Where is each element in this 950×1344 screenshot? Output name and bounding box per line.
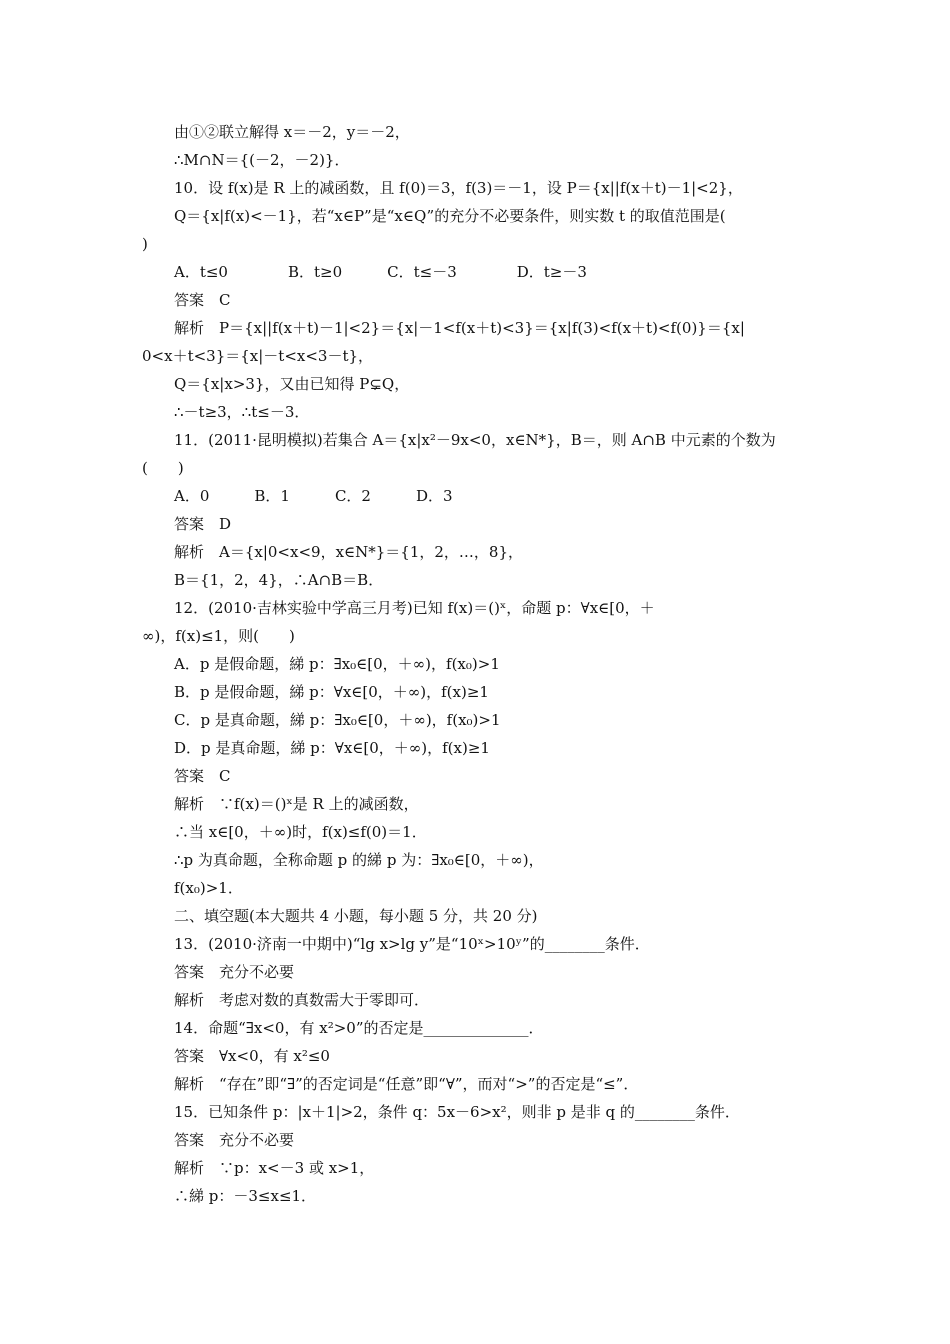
- text-line: 12．(2010·吉林实验中学高三月考)已知 f(x)＝()ˣ，命题 p：∀x∈[0，＋: [174, 599, 655, 617]
- text-line: f(x₀)>1．: [174, 879, 243, 897]
- text-line: 答案 充分不必要: [174, 1131, 295, 1149]
- text-line: 答案 ∀x<0，有 x²≤0: [174, 1047, 330, 1065]
- text-line: ∞)，f(x)≤1，则( ): [142, 627, 295, 645]
- text-line: 15．已知条件 p：|x＋1|>2，条件 q：5x－6>x²，则非 p 是非 q 的________条件．: [174, 1103, 740, 1121]
- text-line: 由①②联立解得 x＝－2，y＝－2，: [174, 123, 410, 141]
- text-line: ∴当 x∈[0，＋∞)时，f(x)≤f(0)＝1．: [174, 823, 427, 841]
- text-line: ( ): [142, 459, 184, 477]
- text-line: Q＝{x|f(x)<－1}，若“x∈P”是“x∈Q”的充分不必要条件，则实数 t 的取值范围是(: [174, 207, 726, 225]
- text-line: 答案 D: [174, 515, 232, 533]
- text-line: 答案 C: [174, 767, 231, 785]
- text-line: 10．设 f(x)是 R 上的减函数，且 f(0)＝3，f(3)＝－1，设 P＝{x||f(x＋t)－1|<2}，: [174, 179, 743, 197]
- text-line: B．p 是假命题，綈 p：∀x∈[0，＋∞)，f(x)≥1: [174, 683, 489, 701]
- text-line: 解析 考虑对数的真数需大于零即可．: [174, 991, 430, 1009]
- text-line: 解析 ∵f(x)＝()ˣ是 R 上的减函数，: [174, 795, 419, 813]
- text-line: 解析 ∵p：x<－3 或 x>1，: [174, 1159, 375, 1177]
- text-line: ∴p 为真命题，全称命题 p 的綈 p 为：∃x₀∈[0，＋∞)，: [174, 851, 544, 869]
- text-line: 13．(2010·济南一中期中)“lg x>lg y”是“10ˣ>10ʸ”的________条件．: [174, 935, 650, 953]
- text-line: 0<x＋t<3}＝{x|－t<x<3－t}，: [142, 347, 374, 365]
- text-line: C．p 是真命题，綈 p：∃x₀∈[0，＋∞)，f(x₀)>1: [174, 711, 501, 729]
- document-body: [0, 118, 950, 1210]
- text-line: 答案 C: [174, 291, 231, 309]
- text-line: 解析 A＝{x|0<x<9，x∈N*}＝{1，2，…，8}，: [174, 543, 524, 561]
- text-line: A．0 B．1 C．2 D．3: [174, 487, 453, 505]
- text-line: ): [142, 235, 148, 253]
- text-line: ∴－t≥3，∴t≤－3．: [174, 403, 310, 421]
- text-line: Q＝{x|x>3}，又由已知得 P⊊Q，: [174, 375, 410, 393]
- text-line: A．p 是假命题，綈 p：∃x₀∈[0，＋∞)，f(x₀)>1: [174, 655, 500, 673]
- text-line: ∴M∩N＝{(－2，－2)}．: [174, 151, 350, 169]
- text-line: 答案 充分不必要: [174, 963, 295, 981]
- text-line: 14．命题“∃x<0，有 x²>0”的否定是______________．: [174, 1019, 544, 1037]
- text-line: 解析 “存在”即“∃”的否定词是“任意”即“∀”，而对“>”的否定是“≤”．: [174, 1075, 639, 1093]
- text-line: 二、填空题(本大题共 4 小题，每小题 5 分，共 20 分): [174, 907, 538, 925]
- text-line: 11．(2011·昆明模拟)若集合 A＝{x|x²－9x<0，x∈N*}，B＝，则 A∩B 中元素的个数为: [174, 431, 776, 449]
- text-line: A．t≤0 B．t≥0 C．t≤－3 D．t≥－3: [174, 263, 587, 281]
- text-line: B＝{1，2，4}，∴A∩B＝B．: [174, 571, 384, 589]
- text-line: 解析 P＝{x||f(x＋t)－1|<2}＝{x|－1<f(x＋t)<3}＝{x|f(3)<f(x＋t)<f(0)}＝{x|: [174, 319, 745, 337]
- text-line: D．p 是真命题，綈 p：∀x∈[0，＋∞)，f(x)≥1: [174, 739, 490, 757]
- text-line: ∴綈 p：－3≤x≤1．: [174, 1187, 317, 1205]
